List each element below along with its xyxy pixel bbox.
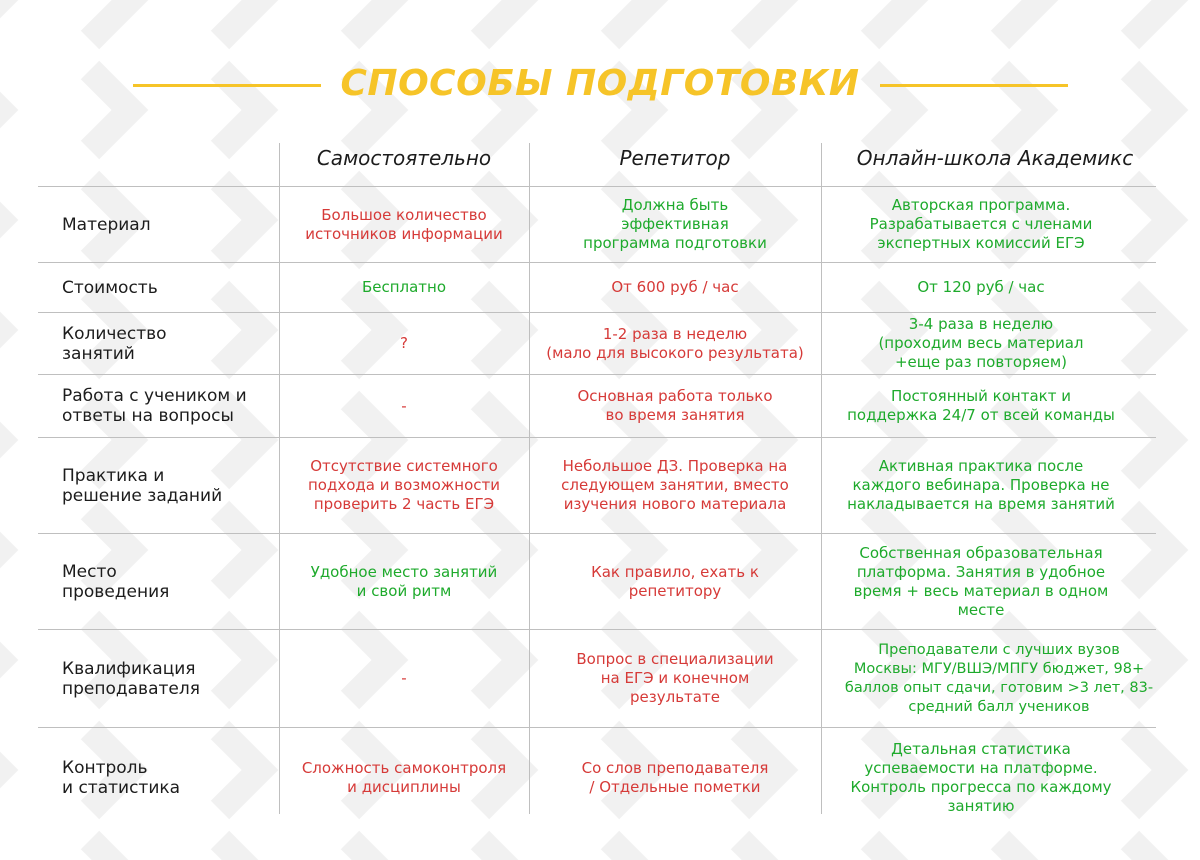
cell-online-school: Преподаватели с лучших вузов Москвы: МГУ/ВШЭ/МПГУ бюджет, 98+ баллов опыт сдачи, готовим >3 лет, 83- средний балл учеников <box>844 641 1154 715</box>
column-header-self-study: Самостоятельно <box>316 146 492 170</box>
cell-tutor: Со слов преподавателя / Отдельные пометки <box>581 759 769 796</box>
row-label: Стоимость <box>62 277 158 298</box>
table-row-practice <box>0 438 1200 533</box>
row-label: Материал <box>62 214 151 235</box>
page-title: СПОСОБЫ ПОДГОТОВКИ <box>340 63 860 104</box>
table-row-student-support <box>0 375 1200 437</box>
title-rule-left <box>133 84 321 87</box>
row-label: Практика и решение заданий <box>62 465 223 506</box>
table-row-cost <box>0 263 1200 312</box>
cell-online-school: От 120 руб / час <box>917 278 1045 296</box>
cell-self-study: Отсутствие системного подхода и возможности проверить 2 часть ЕГЭ <box>308 457 500 513</box>
cell-tutor: Вопрос в специализации на ЕГЭ и конечном результате <box>576 650 774 706</box>
row-label: Квалификация преподавателя <box>62 658 200 699</box>
cell-online-school: Детальная статистика успеваемости на платформе. Контроль прогресса по каждому занятию <box>850 740 1112 815</box>
cell-online-school: Авторская программа. Разрабатывается с членами экспертных комиссий ЕГЭ <box>869 196 1093 252</box>
cell-self-study: ? <box>400 334 408 352</box>
cell-self-study: - <box>401 669 407 687</box>
row-label: Место проведения <box>62 561 170 602</box>
table-row-location <box>0 534 1200 629</box>
cell-self-study: Сложность самоконтроля и дисциплины <box>301 759 507 796</box>
cell-tutor: Основная работа только во время занятия <box>577 387 773 424</box>
cell-tutor: Небольшое ДЗ. Проверка на следующем занятии, вместо изучения нового материала <box>561 457 789 513</box>
cell-online-school: 3-4 раза в неделю (проходим весь материал +еще раз повторяем) <box>878 315 1084 371</box>
cell-tutor: 1-2 раза в неделю (мало для высокого результата) <box>546 324 804 362</box>
title-block <box>0 58 1200 110</box>
table-row-lessons-count <box>0 313 1200 374</box>
table-header <box>0 143 1200 187</box>
title-rule-right <box>880 84 1068 87</box>
cell-self-study: Большое количество источников информации <box>305 205 503 243</box>
cell-online-school: Активная практика после каждого вебинара. Проверка не накладывается на время занятий <box>847 457 1115 513</box>
cell-tutor: Как правило, ехать к репетитору <box>591 562 759 600</box>
row-label: Количество занятий <box>62 323 167 364</box>
row-label: Контроль и статистика <box>62 758 181 798</box>
column-header-online-school: Онлайн-школа Академикс <box>856 146 1134 170</box>
cell-self-study: - <box>401 396 407 415</box>
cell-self-study: Бесплатно <box>361 278 447 296</box>
column-header-tutor: Репетитор <box>619 146 731 170</box>
cell-tutor: Должна быть эффективная программа подготовки <box>583 196 767 252</box>
row-label: Работа с учеником и ответы на вопросы <box>62 386 247 426</box>
table-row-control <box>0 728 1200 828</box>
cell-online-school: Постоянный контакт и поддержка 24/7 от всей команды <box>847 387 1115 424</box>
cell-self-study: Удобное место занятий и свой ритм <box>310 562 498 600</box>
table-row-qualification <box>0 630 1200 727</box>
cell-tutor: От 600 руб / час <box>611 278 739 296</box>
table-row-material <box>0 187 1200 262</box>
cell-online-school: Собственная образовательная платформа. Занятия в удобное время + весь материал в одном месте <box>853 543 1109 619</box>
